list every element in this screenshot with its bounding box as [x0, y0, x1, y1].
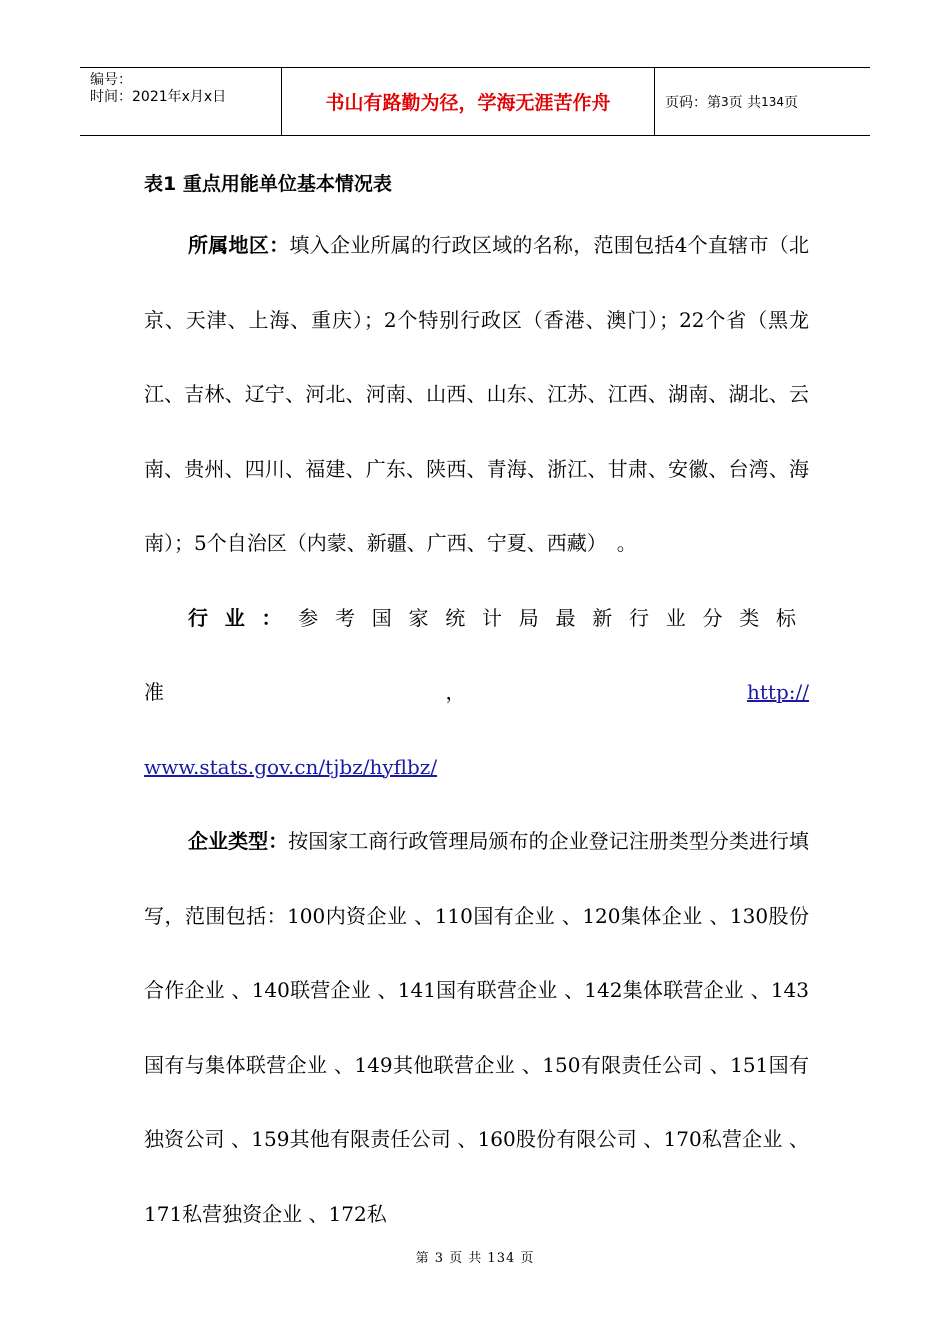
industry-link-line: [144, 730, 809, 805]
header-motto: 书山有路勤为径，学海无涯苦作舟: [282, 68, 655, 135]
industry-paragraph: [144, 581, 809, 730]
page-header: [80, 67, 870, 136]
industry-link-part-2[interactable]: www.stats.gov.cn/tjbz/hyflbz/: [144, 754, 438, 779]
page-prefix: 页码：第: [665, 94, 721, 111]
document-time-label: 时间：2021年x月x日: [90, 89, 227, 105]
enterprise-type-term: 企业类型：: [188, 829, 289, 853]
region-text: 填入企业所属的行政区域的名称，范围包括4个直辖市（北京、天津、上海、重庆）；2个特别行政区（香港、澳门）；22个省（黑龙江、吉林、辽宁、河北、河南、山西、山东、江苏、江西、湖南、湖北、云南、贵州、四川、福建、广东、陕西、青海、浙江、甘肃、安徽、台湾、海南）；5个自治区（内蒙、新疆、广西、宁夏、西藏） 。: [144, 233, 810, 555]
region-paragraph: [144, 208, 809, 581]
enterprise-type-paragraph: [144, 804, 809, 1251]
industry-link-part-1[interactable]: http://: [747, 680, 809, 704]
page-middle: 页 共: [728, 94, 762, 111]
page-total-number: 134: [761, 94, 784, 109]
header-meta-cell: [80, 68, 282, 135]
industry-text: 参考国家统计局最新行业分类标准，: [144, 605, 809, 704]
document-number-label: 编号：: [90, 72, 132, 88]
page-suffix: 页: [784, 94, 798, 111]
page-current-number: 3: [721, 94, 729, 109]
header-page-counter: [655, 68, 870, 135]
page-footer: 第 3 页 共 134 页: [415, 1251, 535, 1266]
enterprise-type-text: 按国家工商行政管理局颁布的企业登记注册类型分类进行填写，范围包括：100内资企业 、110国有企业 、120集体企业 、130股份合作企业 、140联营企业 、141国有联营企业 、142集体联营企业 、143国有与集体联营企业 、149其他联营企业 、150有限责任公司 、151国有独资公司 、159其他有限责任公司 、160股份有限公司 、170私营企业 、171私营独资企业 、172私: [144, 829, 810, 1226]
document-body: [144, 160, 809, 1251]
region-term: 所属地区：: [188, 233, 290, 257]
industry-term: 行业：: [188, 605, 299, 630]
table-title: 表1 重点用能单位基本情况表: [144, 173, 392, 195]
